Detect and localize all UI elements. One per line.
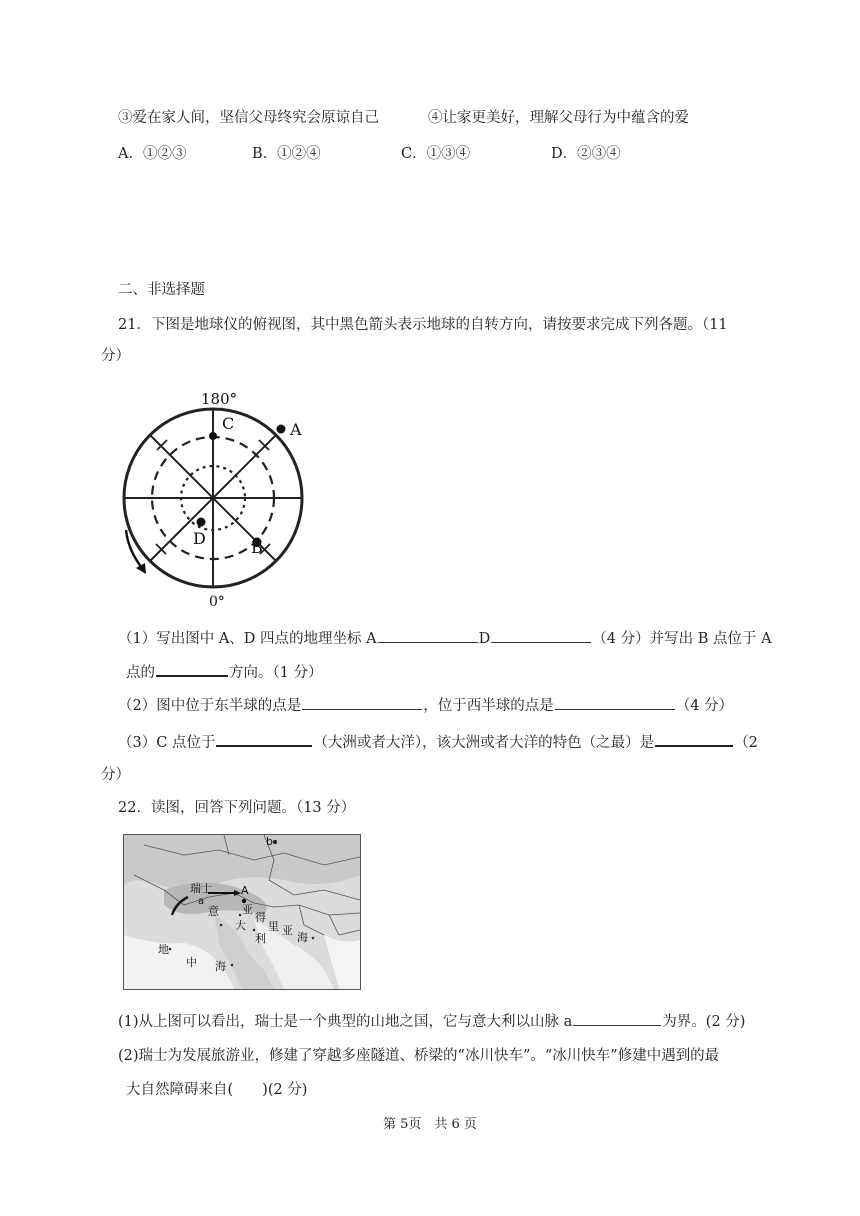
q22-sub2-line1: (2)瑞士为发展旅游业，修建了穿越多座隧道、桥梁的“冰川快车”。“冰川快车”修建中遇到的最 [118, 1048, 720, 1064]
q21-sub1-d: D [478, 631, 491, 647]
map-label-b: b [266, 835, 273, 848]
map-label-med-2: 中 [186, 956, 197, 969]
answer-blank-mountain-a[interactable] [573, 1011, 661, 1026]
answer-blank-feature[interactable] [655, 731, 733, 747]
map-label-med-3: 海 [215, 960, 226, 973]
map-label-italy-3: 利 [255, 932, 266, 945]
map-label-point-a: A [241, 884, 249, 897]
label-0: 0° [209, 594, 225, 610]
q22-sub1-suffix: 为界。(2 分) [662, 1014, 746, 1030]
map-label-adriatic-2: 得 [255, 911, 266, 924]
map-label-med-1: 地 [158, 943, 169, 956]
label-point-a: A [290, 420, 302, 439]
q21-sub1-line2-suffix: 方向。（1 分） [229, 665, 323, 681]
europe-map-figure [123, 834, 361, 990]
page-footer: 第 5页 共 6 页 [383, 1117, 477, 1132]
label-point-b: B [251, 538, 263, 557]
answer-blank-west-hemisphere[interactable] [555, 695, 675, 710]
answer-blank-continent-ocean[interactable] [216, 731, 312, 747]
q20-option-c: C．①③④ [401, 146, 471, 162]
map-label-switzerland: 瑞士 [190, 882, 212, 895]
point-a [277, 425, 286, 434]
q21-stem-line1: 21．下图是地球仪的俯视图，其中黑色箭头表示地球的自转方向，请按要求完成下列各题。（11 [118, 317, 728, 333]
q22-stem: 22．读图，回答下列问题。（13 分） [118, 800, 356, 816]
map-label-adriatic-3: 里 [268, 920, 279, 933]
q22-sub1-prefix: (1)从上图可以看出，瑞士是一个典型的山地之国，它与意大利以山脉 a [118, 1014, 573, 1030]
q21-sub2 [118, 695, 733, 716]
globe-polar-view-figure [112, 382, 342, 614]
label-180: 180° [201, 390, 238, 408]
map-label-italy-2: 大 [235, 919, 246, 932]
point-d [197, 518, 206, 527]
answer-blank-east-hemisphere[interactable] [302, 695, 422, 710]
q22-sub2-line2: 大自然障碍来自( )(2 分) [126, 1082, 308, 1098]
map-label-adriatic-5: 海 [297, 931, 308, 944]
q21-sub3-prefix: （3）C 点位于 [118, 735, 216, 751]
q21-sub3 [118, 731, 758, 753]
point-c [209, 432, 217, 440]
label-point-c: C [222, 414, 235, 433]
q21-sub1-line2 [126, 661, 323, 683]
section-title: 二、非选择题 [118, 282, 205, 298]
map-label-mountain-a: a [198, 896, 205, 907]
map-label-adriatic-1: 亚 [242, 903, 253, 916]
map-label-adriatic-4: 亚 [282, 924, 293, 937]
answer-blank-a-coord[interactable] [378, 628, 478, 643]
q21-sub3-mid: （大洲或者大洋），该大洲或者大洋的特色（之最）是 [313, 735, 655, 751]
q21-stem-line2: 分） [101, 348, 130, 364]
q21-sub2-mid: ，位于西半球的点是 [423, 698, 554, 714]
q22-sub1 [118, 1011, 745, 1032]
q21-sub2-suffix: （4 分） [675, 698, 734, 714]
answer-blank-d-coord[interactable] [491, 628, 591, 643]
q20-statement-4: ④让家更美好，理解父母行为中蕴含的爱 [428, 110, 689, 126]
q21-sub1-line2-prefix: 点的 [126, 665, 155, 681]
q21-sub1-prefix: （1）写出图中 A、D 四点的地理坐标 A [118, 631, 377, 647]
q21-sub3-suffix: （2 [734, 735, 758, 751]
map-label-italy-1: 意 [208, 905, 219, 918]
q20-option-a: A．①②③ [118, 146, 187, 162]
q21-sub2-prefix: （2）图中位于东半球的点是 [118, 698, 302, 714]
q20-statement-3: ③爱在家人间，坚信父母终究会原谅自己 [118, 110, 379, 126]
answer-blank-direction[interactable] [156, 661, 228, 677]
q20-option-d: D．②③④ [551, 146, 621, 162]
q21-sub1 [118, 628, 772, 649]
label-point-d: D [193, 529, 206, 548]
q21-sub3-line2: 分） [101, 767, 130, 783]
map-point-b [273, 840, 277, 844]
q20-option-b: B．①②④ [252, 146, 321, 162]
q21-sub1-suffix: （4 分）并写出 B 点位于 A [592, 631, 772, 647]
